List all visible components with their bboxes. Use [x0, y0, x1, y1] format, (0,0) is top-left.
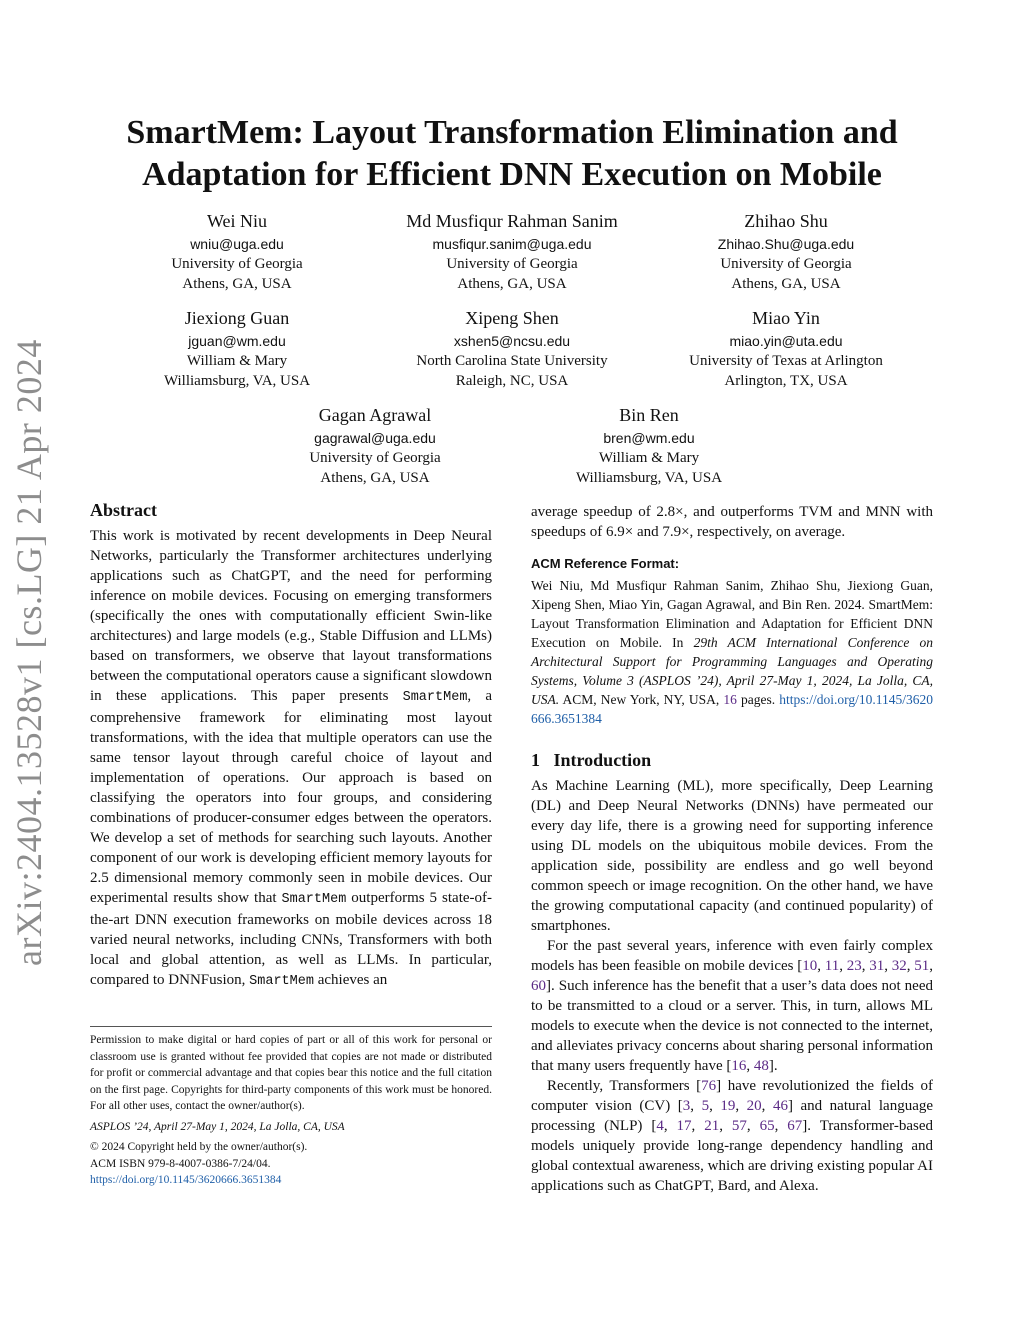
author-location: Athens, GA, USA — [731, 276, 841, 292]
author-email[interactable]: musfiqur.sanim@uga.edu — [432, 236, 592, 252]
author-location: Williamsburg, VA, USA — [163, 373, 311, 389]
citation-link[interactable]: 65 — [759, 1118, 775, 1134]
system-name: SmartMem — [249, 974, 314, 989]
copyright-footnote — [90, 1032, 492, 1189]
citation-link[interactable]: 4 — [656, 1118, 664, 1134]
author-email[interactable]: gagrawal@uga.edu — [314, 430, 436, 446]
doi-link[interactable]: https://doi.org/10.1145/3620666.3651384 — [90, 1174, 282, 1186]
author-email[interactable]: wniu@uga.edu — [190, 236, 284, 252]
author-block — [87, 305, 387, 391]
paragraph-text-part: ] and natural language processing (NLP) [ — [531, 1098, 934, 1134]
reference-text-part: ACM, New York, NY, USA, — [559, 692, 724, 707]
author-email[interactable]: Zhihao.Shu@uga.edu — [717, 236, 855, 252]
abstract-heading: Abstract — [90, 500, 157, 520]
title-line-1: SmartMem: Layout Transformation Elimination and — [126, 114, 898, 151]
author-affiliation: William & Mary — [186, 353, 288, 369]
abstract-text-part: This work is motivated by recent developments in Deep Neural Networks, particularly the Transformer architectures underlying applications such as ChatGPT, and the need for performing inference on mobile devices. Focusing on emerging transformers (specifically the ones with computationally efficient Swin-like architectures) and large models (e.g., Stable Diffusion and LLMs) based on transformers, we observe that layout transformations between the computational operators cause a significant slowdown in these applications. This paper presents — [90, 528, 492, 704]
paper-title — [80, 112, 944, 196]
author-affiliation: University of Georgia — [171, 256, 303, 272]
abstract-text — [90, 526, 492, 992]
citation-link[interactable]: 60 — [531, 978, 546, 994]
citation-link[interactable]: 5 — [701, 1098, 710, 1114]
author-location: Arlington, TX, USA — [724, 373, 848, 389]
intro-paragraph-1: As Machine Learning (ML), more specifically, Deep Learning (DL) and Deep Neural Networks (DNNs) have permeated our every day life, there is a growing need for supporting inference using DL models on the ubiquitous mobile devices. From the application side, possibility are endless and go well beyond common speech or image recognition. On the other hand, we have the growing computational capacity (and continued popularity) of smartphones. — [531, 778, 933, 934]
title-line-2: Adaptation for Efficient DNN Execution on Mobile — [142, 156, 882, 193]
system-name: SmartMem — [281, 892, 347, 907]
author-block — [636, 208, 936, 294]
citation-link[interactable]: 48 — [753, 1058, 769, 1074]
citation-link[interactable]: 20 — [746, 1098, 762, 1114]
author-block — [87, 208, 387, 294]
citation-link[interactable]: 67 — [787, 1118, 803, 1134]
author-block — [499, 402, 799, 488]
author-name: Xipeng Shen — [465, 308, 559, 328]
paragraph-text-part: ]. — [768, 1058, 778, 1074]
author-name: Bin Ren — [619, 405, 679, 425]
author-affiliation: William & Mary — [598, 450, 700, 466]
paragraph-text-part: ]. Such inference has the benefit that a user’s data does not need to be transmitted to a cloud or a server. This, in turn, allows ML models to execute when the device is not connected to the internet, and alleviates privacy concerns about sharing personal information that many users frequently have [ — [531, 978, 933, 1074]
author-affiliation: University of Georgia — [720, 256, 852, 272]
intro-paragraph-3: Recently, Transformers [76] have revolutionized the fields of computer vision (CV) [3, 5, 19, 20, 46] and natural language processing (NLP) [4, 17, 21, 57, 65, 67]. Transformer-based models uniquely provide long-range dependency handling and global contextual awareness, which are driving existing popular AI applications such as ChatGPT, Bard, and Alexa. — [531, 1078, 934, 1194]
author-block — [225, 402, 525, 488]
author-location: Athens, GA, USA — [457, 276, 567, 292]
permission-notice: Permission to make digital or hard copies of part or all of this work for personal or classroom use is granted without fee provided that copies are not made or distributed for profit or commercial advantage and that copies bear this notice and the full citation on the first page. Copyrights for third-party components of this work must be honored. For all other uses, contact the owner/author(s). — [90, 1034, 492, 1112]
author-block — [362, 208, 662, 294]
author-location: Athens, GA, USA — [182, 276, 292, 292]
author-name: Gagan Agrawal — [318, 405, 432, 425]
acm-reference-text — [531, 576, 933, 728]
author-block — [362, 305, 662, 391]
author-email[interactable]: xshen5@ncsu.edu — [453, 333, 571, 349]
arxiv-identifier: arXiv:2404.13528v1 [cs.LG] 21 Apr 2024 — [9, 339, 49, 966]
introduction-heading — [531, 748, 933, 772]
paragraph-text-part: Recently, Transformers [ — [547, 1078, 702, 1094]
author-affiliation: University of Georgia — [309, 450, 441, 466]
section-title: Introduction — [553, 750, 652, 770]
doi-link[interactable]: https://doi.org/10.1145/3620666.3651384 — [531, 692, 933, 726]
intro-paragraph-2: For the past several years, inference with even fairly complex models has been feasible on mobile devices [10, 11, 23, 31, 32, 51, 60]. Such inference has the benefit that a user’s data does not need to be transmitted to a cloud or a server. This, in turn, allows ML models to execute when the device is not connected to the internet, and alleviates privacy concerns about sharing personal information that many users frequently have [16, 48]. — [531, 938, 934, 1074]
paragraph-text-part: ]. Transformer-based models uniquely provide long-range dependency handling and global contextual awareness, which are driving existing popular AI applications such as ChatGPT, Bard, and Alexa. — [531, 1118, 933, 1194]
conference-info: ASPLOS ’24, April 27-May 1, 2024, La Jolla, CA, USA — [90, 1120, 345, 1133]
acm-reference-heading: ACM Reference Format: — [531, 556, 680, 571]
author-name: Md Musfiqur Rahman Sanim — [406, 211, 618, 231]
author-location: Williamsburg, VA, USA — [575, 470, 723, 486]
copyright-line: © 2024 Copyright held by the owner/author(s). — [90, 1141, 308, 1153]
author-name: Jiexiong Guan — [184, 308, 290, 328]
citation-link[interactable]: 57 — [731, 1118, 747, 1134]
section-number: 1 — [531, 750, 540, 770]
reference-text-part: pages. — [736, 692, 780, 707]
abstract-text-part: , a comprehensive framework for eliminating most layout transformations, with the idea that multiple operators can use the same tensor layout through careful choice of layout and implementation of operations. Our approach is based on classifying the operators into four groups, and considering combinations of producer-consumer edges between the operators. We develop a set of methods for searching such layouts. Another component of our work is developing efficient memory layouts for 2.5 dimensional memory commonly seen in mobile devices. Our experimental results show that — [90, 688, 492, 906]
citation-link[interactable]: 19 — [720, 1098, 736, 1114]
citation-link[interactable]: 46 — [772, 1098, 788, 1114]
author-name: Wei Niu — [206, 211, 268, 231]
citation-link[interactable]: 11 — [824, 958, 840, 974]
page-count-link[interactable]: 16 — [723, 692, 737, 707]
author-email[interactable]: jguan@wm.edu — [188, 333, 286, 349]
citation-link[interactable]: 32 — [891, 958, 907, 974]
citation-link[interactable]: 21 — [704, 1118, 720, 1134]
abstract-continuation: average speedup of 2.8×, and outperforms TVM and MNN with speedups of 6.9× and 7.9×, respectively, on average. — [531, 504, 933, 540]
citation-link[interactable]: 17 — [676, 1118, 692, 1134]
author-email[interactable]: bren@wm.edu — [603, 430, 695, 446]
author-name: Miao Yin — [752, 308, 820, 328]
citation-link[interactable]: 3 — [682, 1098, 691, 1114]
citation-link[interactable]: 23 — [846, 958, 862, 974]
paragraph-text-part: For the past several years, inference with even fairly complex models has been feasible on mobile devices [ — [531, 938, 933, 974]
abstract-text-part: achieves an — [313, 972, 388, 988]
right-column — [531, 502, 933, 1196]
author-affiliation: University of Georgia — [446, 256, 578, 272]
author-email[interactable]: miao.yin@uta.edu — [729, 333, 843, 349]
reference-venue: 29th ACM International Conference on Architectural Support for Programming Languages and Operating Systems, Volume 3 (ASPLOS ’24), April 27-May 1, 2024, La Jolla, CA, USA. — [531, 635, 933, 707]
system-name: SmartMem — [402, 690, 468, 705]
paragraph-text-part: ] have revolutionized the fields of computer vision (CV) [ — [531, 1078, 933, 1114]
reference-text-part: Wei Niu, Md Musfiqur Rahman Sanim, Zhihao Shu, Jiexiong Guan, Xipeng Shen, Miao Yin, Gagan Agrawal, and Bin Ren. 2024. SmartMem: Layout Transformation Elimination and Adaptation for Efficient DNN Execution on Mobile. In — [531, 578, 933, 650]
author-name: Zhihao Shu — [744, 211, 828, 231]
citation-link[interactable]: 76 — [701, 1078, 717, 1094]
author-location: Raleigh, NC, USA — [455, 373, 569, 389]
citation-link[interactable]: 51 — [914, 958, 930, 974]
author-affiliation: University of Texas at Arlington — [689, 353, 883, 369]
footnote-divider — [90, 1026, 492, 1027]
citation-link[interactable]: 16 — [731, 1058, 747, 1074]
citation-link[interactable]: 31 — [869, 958, 885, 974]
left-column — [90, 498, 492, 992]
isbn-line: ACM ISBN 979-8-4007-0386-7/24/04. — [90, 1157, 271, 1170]
abstract-text-part: outperforms 5 state-of-the-art DNN execution frameworks on mobile devices across 18 varied neural networks, including CNNs, Transformers with both local and global attention, as well as LLMs. In particular, compared to DNNFusion, — [90, 890, 493, 988]
citation-link[interactable]: 10 — [802, 958, 818, 974]
author-location: Athens, GA, USA — [320, 470, 430, 486]
author-affiliation: North Carolina State University — [416, 353, 608, 369]
author-block — [636, 305, 936, 391]
